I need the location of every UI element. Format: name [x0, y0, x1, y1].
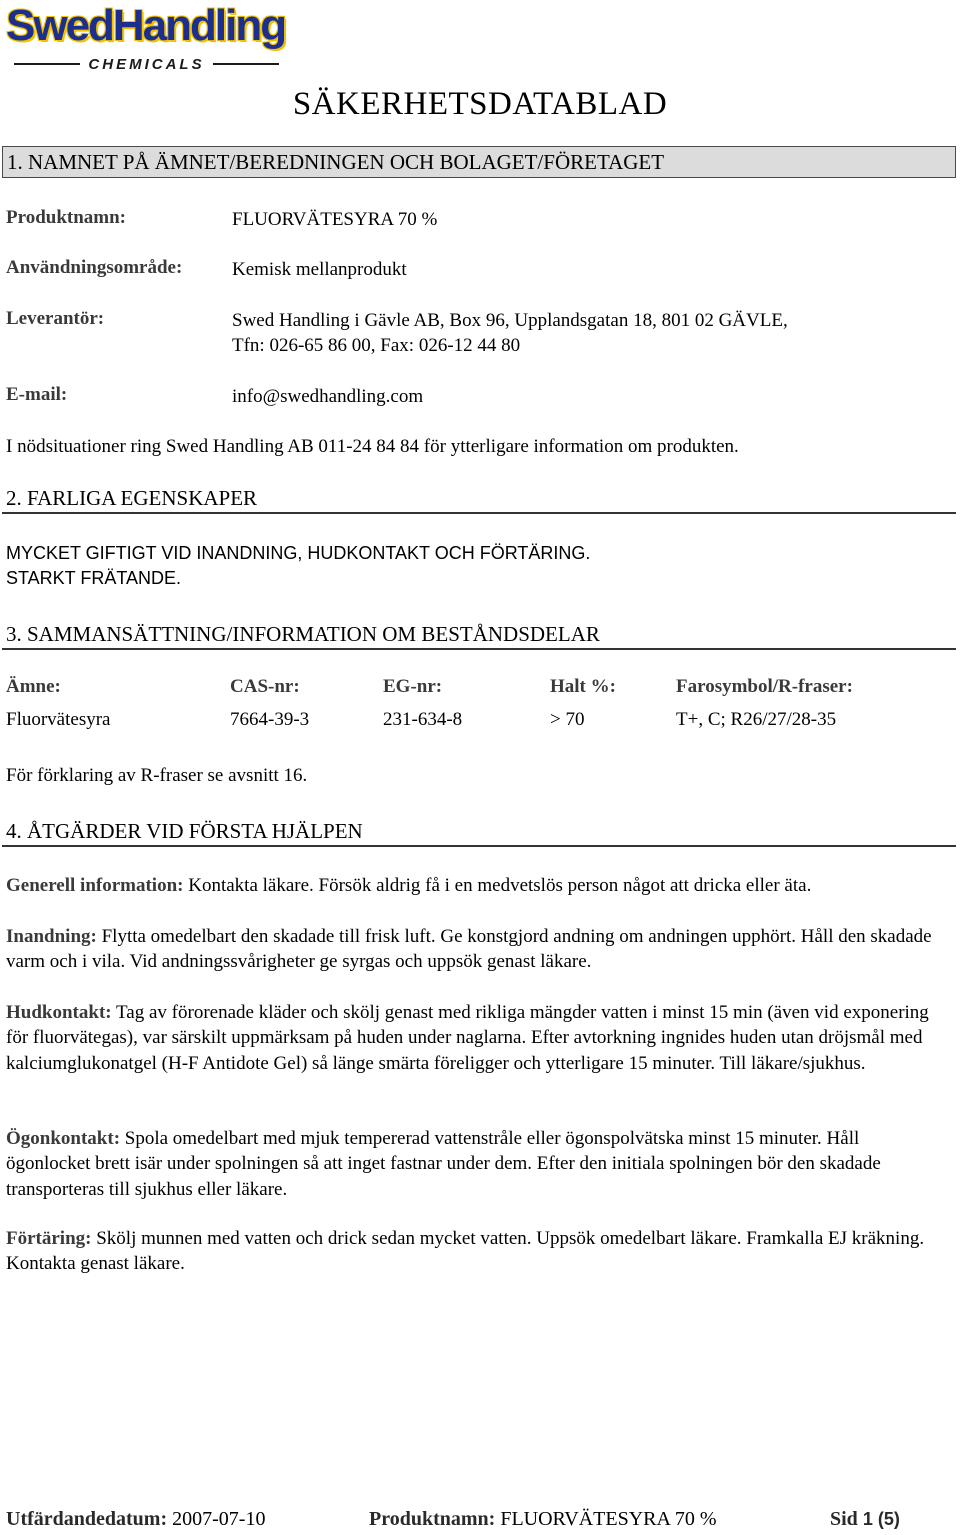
section-3-heading-text: 3. SAMMANSÄTTNING/INFORMATION OM BESTÅNDSDELAR	[6, 622, 600, 646]
first-aid-inhalation	[6, 924, 954, 975]
cell-substance: Fluorvätesyra	[6, 709, 111, 730]
eye-text: Spola omedelbart med mjuk tempererad vattenstråle eller ögonspolvätska minst 15 minuter. Håll ögonlocket brett isär under spolningen så att inget fastnar under dem. Efter den initiala spolningen bör den skadade transporteras till sjukhus eller läkare.	[6, 1128, 881, 1200]
logo-rule-left	[14, 63, 80, 65]
footer-product-label: Produktnamn:	[369, 1508, 496, 1530]
first-aid-general	[6, 873, 954, 898]
general-text: Kontakta läkare. Försök aldrig få i en medvetslös person något att dricka eller äta.	[183, 875, 812, 896]
first-aid-eye	[6, 1126, 946, 1202]
first-aid-ingestion	[6, 1226, 951, 1277]
skin-label: Hudkontakt:	[6, 1002, 112, 1023]
cell-eg: 231-634-8	[383, 709, 463, 730]
supplier-address: Swed Handling i Gävle AB, Box 96, Upplandsgatan 18, 801 02 GÄVLE,	[232, 310, 788, 331]
footer-page-number: 1 (5)	[862, 1509, 900, 1529]
logo-wordmark: SwedHandling	[6, 1, 286, 50]
first-aid-skin	[6, 1000, 936, 1076]
section-4-heading-text: 4. ÅTGÄRDER VID FÖRSTA HJÄLPEN	[6, 819, 363, 843]
col-cas: CAS-nr:	[230, 676, 300, 697]
section-1-heading	[2, 146, 956, 178]
use-area-label: Användningsområde:	[6, 257, 183, 278]
footer-product	[369, 1506, 717, 1532]
email-value: info@swedhandling.com	[232, 386, 424, 407]
footer-page-label: Sid	[830, 1508, 858, 1530]
ingestion-text: Skölj munnen med vatten och drick sedan mycket vatten. Uppsök omedelbart läkare. Framkalla EJ kräkning. Kontakta genast läkare.	[6, 1228, 925, 1275]
section-3-heading	[2, 620, 956, 650]
product-name-label: Produktnamn:	[6, 207, 127, 228]
document-title-text: SÄKERHETSDATABLAD	[292, 86, 668, 122]
col-hazard-symbols: Farosymbol/R-fraser:	[676, 676, 853, 697]
logo-rule-right	[213, 63, 279, 65]
ingestion-label: Förtäring:	[6, 1228, 92, 1249]
cell-cas: 7664-39-3	[230, 709, 310, 730]
logo-subtitle	[14, 56, 279, 72]
hazard-line-2: STARKT FRÄTANDE.	[6, 568, 182, 588]
section-2-heading	[2, 484, 956, 514]
footer-date-label: Utfärdandedatum:	[6, 1508, 168, 1530]
inhalation-text: Flytta omedelbart den skadade till frisk luft. Ge konstgjord andning om andningen upphört. Håll den skadade varm och i vila. Vid andningssvårigheter ge syrgas och uppsök genast läkare.	[6, 926, 932, 973]
footer-date-value: 2007-07-10	[172, 1508, 266, 1530]
hazard-line-1: MYCKET GIFTIGT VID INANDNING, HUDKONTAKT OCH FÖRTÄRING.	[6, 543, 591, 563]
emergency-info: I nödsituationer ring Swed Handling AB 011-24 84 84 för ytterligare information om produkten.	[6, 436, 739, 457]
section-4-heading	[2, 817, 956, 847]
company-logo	[6, 1, 286, 74]
footer-product-value: FLUORVÄTESYRA 70 %	[500, 1508, 717, 1530]
use-area-value: Kemisk mellanprodukt	[232, 259, 407, 280]
r-phrase-note: För förklaring av R-fraser se avsnitt 16.	[6, 765, 308, 786]
col-substance: Ämne:	[6, 676, 61, 697]
section-2-heading-text: 2. FARLIGA EGENSKAPER	[6, 486, 258, 510]
general-label: Generell information:	[6, 875, 184, 896]
document-title	[0, 86, 960, 123]
col-content: Halt %:	[550, 676, 616, 697]
supplier-label: Leverantör:	[6, 308, 105, 329]
inhalation-label: Inandning:	[6, 926, 97, 947]
skin-text: Tag av förorenade kläder och skölj genast med rikliga mängder vatten i minst 15 min (även vid exponering för fluorvätegas), var särskilt uppmärksam på huden under naglarna. Efter avtorkning ingnides huden utan dröjsmål med kalciumglukonatgel (H-F Antidote Gel) så länge smärta föreligger och ytterligare 15 minuter. Till läkare/sjukhus.	[6, 1002, 929, 1074]
section-1-heading-text: 1. NAMNET PÅ ÄMNET/BEREDNINGEN OCH BOLAGET/FÖRETAGET	[7, 150, 665, 174]
footer-page	[830, 1506, 900, 1532]
email-label: E-mail:	[6, 384, 68, 405]
product-name-value: FLUORVÄTESYRA 70 %	[232, 209, 438, 230]
eye-label: Ögonkontakt:	[6, 1128, 121, 1149]
logo-subtitle-text: CHEMICALS	[88, 55, 205, 73]
col-eg: EG-nr:	[383, 676, 443, 697]
footer-issue-date	[6, 1506, 265, 1532]
cell-hazard-symbols: T+, C; R26/27/28-35	[676, 709, 837, 730]
cell-content: > 70	[550, 709, 585, 730]
supplier-phone: Tfn: 026-65 86 00, Fax: 026-12 44 80	[232, 335, 521, 356]
